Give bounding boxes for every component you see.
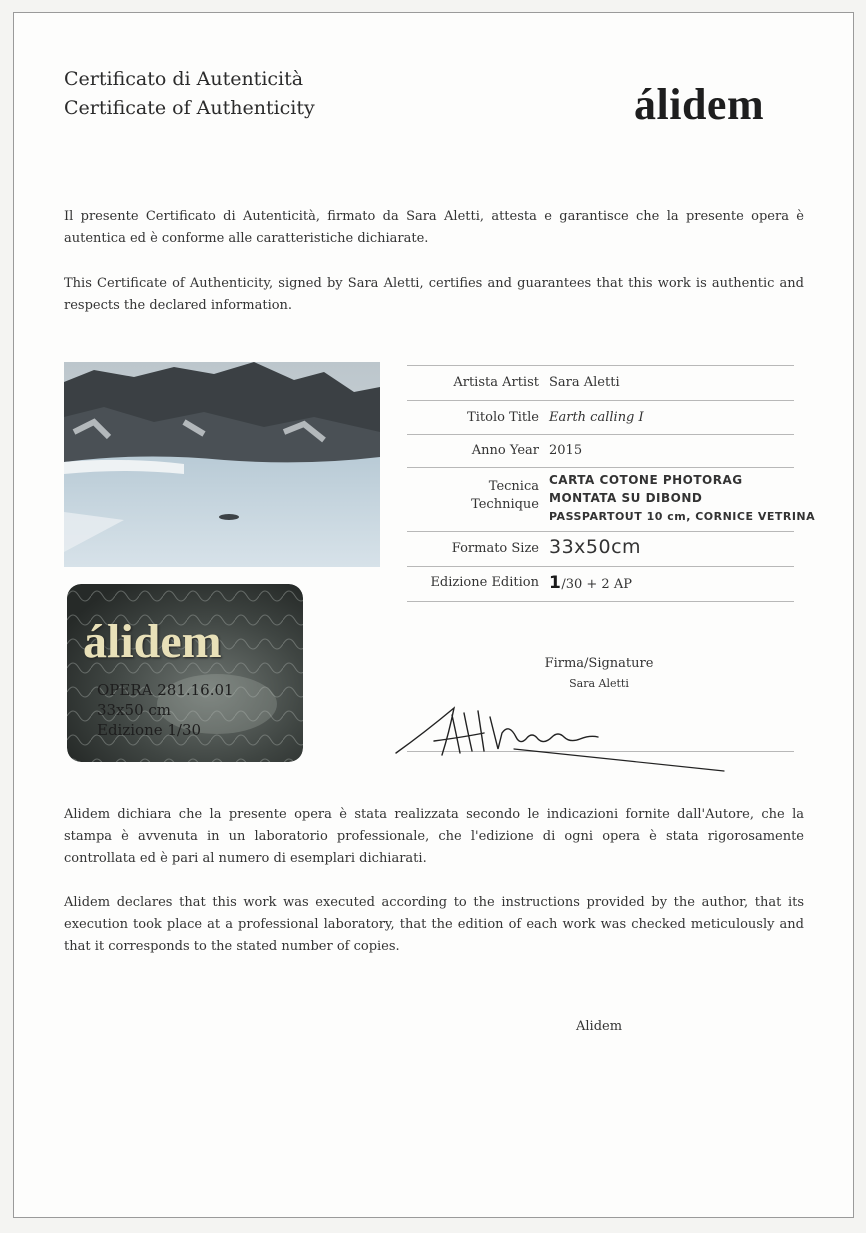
certificate-sheet — [13, 12, 854, 1218]
title-italian: Certificato di Autenticità — [64, 68, 304, 90]
row-artist: Artista Artist Sara Aletti — [407, 365, 794, 401]
row-technique: Tecnica Technique CARTA COTONE PHOTORAG MONTATA SU DIBOND PASSPARTOUT 10 cm, CORNICE VETRINA — [407, 467, 794, 532]
alidem-logo: álidem — [634, 80, 765, 129]
row-title: Titolo Title Earth calling I — [407, 400, 794, 435]
intro-english: This Certificate of Authenticity, signed by Sara Aletti, certifies and guarantees that this work is authentic and respects the declared information. — [64, 276, 804, 313]
row-year: Anno Year 2015 — [407, 434, 794, 468]
hologram-text: OPERA 281.16.01 33x50 cm Edizione 1/30 — [97, 681, 234, 739]
closing-signoff: Alidem — [576, 1019, 623, 1034]
signature-name: Sara Aletti — [569, 677, 629, 690]
title-english: Certificate of Authenticity — [64, 97, 315, 119]
handwritten-signature — [394, 703, 734, 773]
artwork-photo — [64, 362, 380, 567]
closing-italian: Alidem dichiara che la presente opera è stata realizzata secondo le indicazioni fornite dall'Autore, che la stampa è avvenuta in un laboratorio professionale, che l'edizione di ogni opera è stata rigorosamente controllata ed è pari al numero di esemplari dichiarati. — [64, 807, 804, 866]
row-size: Formato Size 33x50cm — [407, 531, 794, 567]
hologram-sticker — [67, 584, 303, 762]
closing-english: Alidem declares that this work was executed according to the instructions provided by the author, that its execution took place at a professional laboratory, that the edition of each work was checked meticulously and that it corresponds to the stated number of copies. — [64, 895, 804, 954]
intro-italian: Il presente Certificato di Autenticità, firmato da Sara Aletti, attesta e garantisce che la presente opera è autentica ed è conforme alle caratteristiche dichiarate. — [64, 209, 804, 246]
row-edition: Edizione Edition 1/30 + 2 AP — [407, 566, 794, 602]
artwork-image — [64, 362, 380, 567]
signature-heading: Firma/Signature — [544, 656, 654, 671]
signature-block — [519, 656, 679, 690]
hologram-brand: álidem — [83, 615, 222, 668]
certificate-title — [64, 65, 315, 123]
